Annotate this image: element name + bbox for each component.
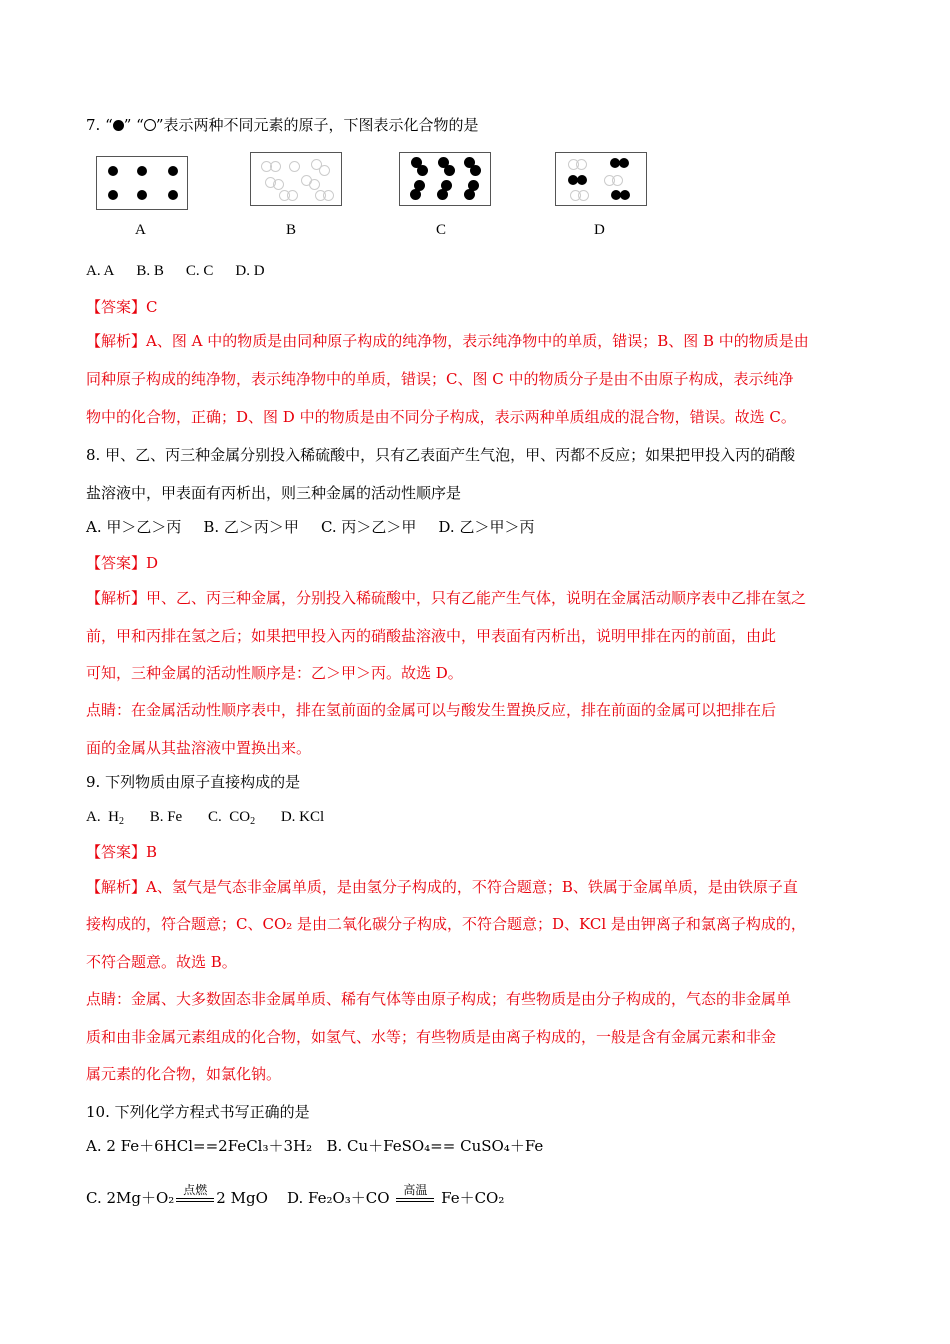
q9-note-line: 属元素的化合物，如氯化钠。 bbox=[86, 1065, 282, 1083]
q9-note-line: 点睛：金属、大多数固态非金属单质、稀有气体等由原子构成；有些物质是由分子构成的，气态的非金属单 bbox=[86, 990, 792, 1008]
atom bbox=[137, 166, 147, 176]
option-c[interactable] bbox=[208, 806, 255, 833]
q8-stem-line: 盐溶液中，甲表面有丙析出，则三种金属的活动性顺序是 bbox=[86, 484, 462, 502]
q9-analysis-line: 接构成的，符合题意；C、CO₂ 是由二氧化碳分子构成，不符合题意；D、KCl 是由钾离子和氯离子构成的， bbox=[86, 915, 806, 933]
q8-analysis-line: 前，甲和丙排在氢之后；如果把甲投入丙的硝酸盐溶液中，甲表面有丙析出，说明甲排在丙的前面，由此 bbox=[86, 627, 777, 645]
option-c-right: 2 MgO bbox=[216, 1189, 268, 1207]
q9-stem: 9. 下列物质由原子直接构成的是 bbox=[86, 773, 301, 791]
atom bbox=[273, 179, 284, 190]
condition-label: 高温 bbox=[403, 1183, 428, 1197]
option-d-right: Fe＋CO₂ bbox=[441, 1189, 505, 1207]
q8-options bbox=[86, 516, 556, 538]
atom bbox=[108, 166, 118, 176]
q8-analysis-line: 【解析】甲、乙、丙三种金属，分别投入稀硫酸中，只有乙能产生气体，说明在金属活动顺序表中乙排在氢之 bbox=[86, 589, 807, 607]
q9-analysis-line: 不符合题意。故选 B。 bbox=[86, 953, 237, 971]
option-c[interactable]: C. 丙＞乙＞甲 bbox=[320, 518, 417, 536]
option-d[interactable]: D. D bbox=[235, 263, 265, 279]
q7-stem-mid: ” “ bbox=[123, 116, 144, 134]
option-b[interactable]: B. Cu＋FeSO₄== CuSO₄＋Fe bbox=[326, 1137, 544, 1155]
q8-stem-line: 8. 甲、乙、丙三种金属分别投入稀硫酸中，只有乙表面产生气泡，甲、丙都不反应；如果把甲投入丙的硝酸 bbox=[86, 446, 796, 464]
option-a-sub: 2 bbox=[118, 816, 124, 827]
q7-stem bbox=[86, 114, 479, 136]
option-c-left: C. 2Mg＋O₂ bbox=[86, 1189, 175, 1207]
atom bbox=[444, 165, 455, 176]
q7-options bbox=[86, 260, 287, 282]
q7-analysis-line: 同种原子构成的纯净物，表示纯净物中的单质，错误；C、图 C 中的物质分子是由不由原子构成，表示纯净 bbox=[86, 370, 794, 388]
condition-mark bbox=[176, 1185, 214, 1207]
atom bbox=[319, 165, 330, 176]
figure-a-label: A bbox=[135, 222, 146, 238]
atom bbox=[464, 189, 475, 200]
q7-analysis-line: 物中的化合物，正确；D、图 D 中的物质是由不同分子构成，表示两种单质组成的混合物，错误。故选 C。 bbox=[86, 408, 796, 426]
option-a[interactable] bbox=[86, 806, 124, 833]
option-a-letter: A. bbox=[86, 809, 101, 825]
q8-analysis-line: 可知，三种金属的活动性顺序是：乙＞甲＞丙。故选 D。 bbox=[86, 664, 463, 682]
figure-d-box bbox=[555, 152, 647, 206]
option-b[interactable]: B. Fe bbox=[149, 809, 183, 825]
q7-stem-suffix: ”表示两种不同元素的原子，下图表示化合物的是 bbox=[155, 116, 479, 134]
q10-options-row1 bbox=[86, 1135, 543, 1157]
figure-a-box bbox=[96, 156, 188, 210]
atom bbox=[270, 161, 281, 172]
atom bbox=[619, 158, 629, 168]
q7-answer: 【答案】C bbox=[86, 298, 158, 316]
atom bbox=[168, 166, 178, 176]
option-d-left: D. Fe₂O₃＋CO bbox=[286, 1189, 390, 1207]
atom bbox=[289, 161, 300, 172]
option-a[interactable]: A. A bbox=[86, 263, 115, 279]
atom bbox=[576, 159, 587, 170]
figure-b-label: B bbox=[286, 222, 297, 238]
option-c-sub: 2 bbox=[250, 816, 256, 827]
atom bbox=[168, 190, 178, 200]
option-c[interactable]: C. C bbox=[185, 263, 214, 279]
atom bbox=[470, 165, 481, 176]
q10-options-row2 bbox=[86, 1185, 504, 1209]
q9-answer: 【答案】B bbox=[86, 843, 158, 861]
option-a[interactable]: A. 甲＞乙＞丙 bbox=[86, 518, 182, 536]
atom bbox=[417, 165, 428, 176]
figure-c-label: C bbox=[436, 222, 447, 238]
atom bbox=[137, 190, 147, 200]
atom bbox=[620, 190, 630, 200]
atom bbox=[108, 190, 118, 200]
atom bbox=[287, 190, 298, 201]
option-b[interactable]: B. 乙＞丙＞甲 bbox=[203, 518, 299, 536]
option-d[interactable]: D. 乙＞甲＞丙 bbox=[438, 518, 535, 536]
q8-note-line: 点睛：在金属活动性顺序表中，排在氢前面的金属可以与酸发生置换反应，排在前面的金属可以把排在后 bbox=[86, 701, 777, 719]
atom bbox=[309, 179, 320, 190]
q7-stem-prefix: 7. “ bbox=[86, 116, 113, 134]
atom bbox=[577, 175, 587, 185]
q8-note-line: 面的金属从其盐溶液中置换出来。 bbox=[86, 739, 312, 757]
atom bbox=[323, 190, 334, 201]
black-atom-icon bbox=[113, 120, 124, 131]
white-atom-icon bbox=[144, 119, 156, 131]
figure-d-label: D bbox=[594, 222, 605, 238]
option-b[interactable]: B. B bbox=[136, 263, 164, 279]
q8-answer: 【答案】D bbox=[86, 554, 159, 572]
option-a[interactable]: A. 2 Fe＋6HCl==2FeCl₃＋3H₂ bbox=[86, 1137, 313, 1155]
option-d[interactable] bbox=[286, 1183, 505, 1207]
q9-analysis-line: 【解析】A、氢气是气态非金属单质，是由氢分子构成的，不符合题意；B、铁属于金属单质，是由铁原子直 bbox=[86, 878, 798, 896]
q10-stem: 10. 下列化学方程式书写正确的是 bbox=[86, 1103, 310, 1121]
atom bbox=[410, 189, 421, 200]
option-d[interactable]: D. KCl bbox=[280, 809, 325, 825]
option-c-letter: C. bbox=[207, 809, 222, 825]
figure-c-box bbox=[399, 152, 491, 206]
atom bbox=[578, 190, 589, 201]
option-c[interactable] bbox=[86, 1183, 268, 1207]
condition-mark bbox=[396, 1185, 434, 1207]
q9-options bbox=[86, 806, 346, 833]
option-a-value: H bbox=[108, 809, 119, 825]
option-c-value: CO bbox=[229, 809, 251, 825]
atom bbox=[612, 175, 623, 186]
atom bbox=[437, 189, 448, 200]
q9-note-line: 质和由非金属元素组成的化合物，如氢气、水等；有些物质是由离子构成的，一般是含有金属元素和非金 bbox=[86, 1028, 777, 1046]
q7-analysis-line: 【解析】A、图 A 中的物质是由同种原子构成的纯净物，表示纯净物中的单质，错误；B、图 B 中的物质是由 bbox=[86, 332, 809, 350]
condition-label: 点燃 bbox=[183, 1183, 208, 1197]
figure-b-box bbox=[250, 152, 342, 206]
